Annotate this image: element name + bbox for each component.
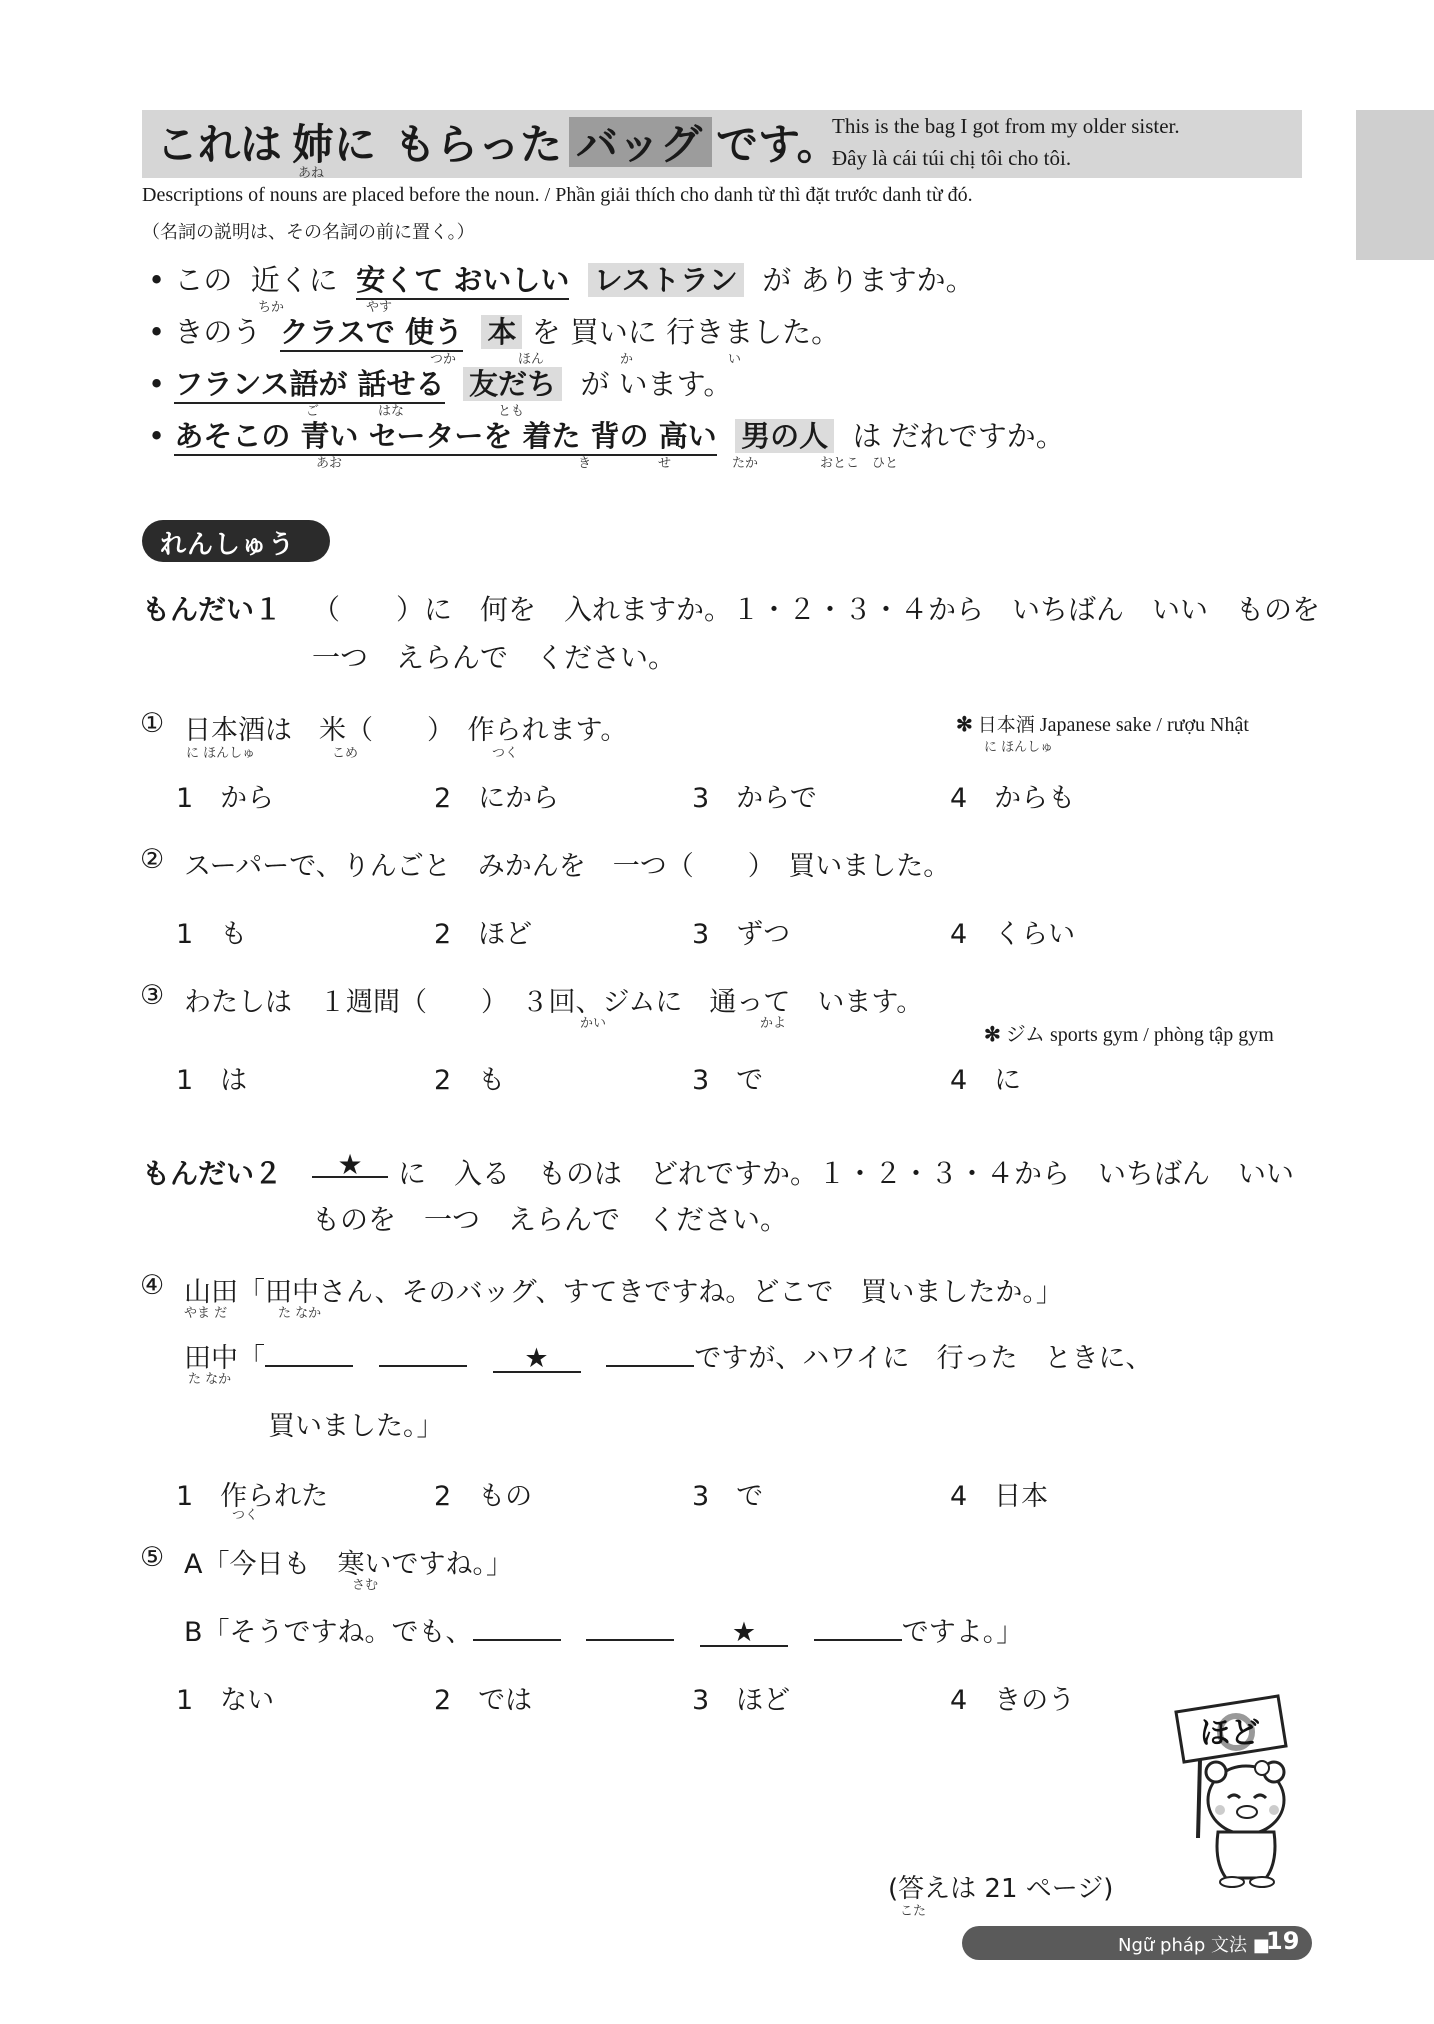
q3-number: ③ [140,980,165,1011]
mascot-illustration [1170,1688,1320,1888]
mondai-2-instruction-1: に 入る ものは どれですか。１・２・３・４から いちばん いい [398,1157,1295,1190]
example-4-ruby-c: せ [658,456,672,471]
q5-line-1: A「今日も 寒いですね。」 [184,1549,513,1580]
q3-ruby-1: かい [580,1016,607,1031]
q5-option-3[interactable]: 3 ほど [692,1685,791,1716]
mascot-sign-text: ほど [1200,1716,1260,1751]
mondai-2-star-blank: ★ [312,1148,388,1181]
q3-option-2[interactable]: 2 も [434,1065,506,1096]
example-2-ruby-d: い [728,352,742,367]
q3-note: ✻ ジム sports gym / phòng tập gym [984,1024,1274,1046]
header-part-4: バッグ [576,120,703,169]
q2-option-2[interactable]: 2 ほど [434,919,533,950]
example-1-ruby-a: ちか [258,300,285,315]
example-4-ruby-d: たか [732,456,759,471]
q5-option-4[interactable]: 4 きのう [950,1685,1076,1716]
q4-option-1[interactable]: 1 作られた [176,1481,329,1512]
q5-option-2[interactable]: 2 では [434,1685,533,1716]
q4-line-1: 山田「田中さん、そのバッグ、すてきですね。どこで 買いましたか。」 [184,1277,1063,1308]
q5-number: ⑤ [140,1542,165,1573]
header-part-2: 姉に [292,120,377,169]
header-part-1: これは [156,120,283,169]
mondai-1-instruction-2: 一つ えらんで ください。 [312,641,677,674]
example-1: • この 近くに 安くて おいしい レストラン が ありますか。 [148,258,975,299]
mondai-2-instruction-2: ものを 一つ えらんで ください。 [312,1203,789,1236]
q1-ruby-3: つく [492,746,519,761]
header-ruby: あね [298,166,325,181]
q1-option-4[interactable]: 4 からも [950,783,1076,814]
q3-text: わたしは １週間（ ） ３回、ジムに 通って います。 [184,987,924,1018]
q1-number: ① [140,708,165,739]
q2-text: スーパーで、りんごと みかんを 一つ（ ） 買いました。 [184,851,951,882]
q2-option-4[interactable]: 4 くらい [950,919,1076,950]
header-part-5: です。 [716,120,839,169]
footer-label: Ngữ pháp 文法 ■ [1118,1935,1270,1956]
q4-ruby-tanaka-2: た なか [188,1372,232,1387]
q1-note: ✻ 日本酒 Japanese sake / rượu Nhật [956,714,1249,736]
description-jp: （名詞の説明は、その名詞の前に置く。） [142,222,475,243]
example-4: • あそこの 青い セーターを 着た 背の 高い 男の人 は だれですか。 [148,414,1065,455]
header-part-3: もらった [394,120,563,169]
example-2-ruby-b: ほん [518,352,545,367]
q5-ruby: さむ [352,1578,379,1593]
q1-note-ruby: に ほんしゅ [984,740,1054,755]
q4-option-2[interactable]: 2 もの [434,1481,533,1512]
example-2: • きのう クラスで 使う 本 を 買いに 行きました。 [148,310,840,351]
side-tab [1356,110,1434,260]
q3-option-4[interactable]: 4 に [950,1065,1022,1096]
answer-ruby: こた [900,1904,927,1919]
page-number: 19 [1266,1927,1300,1955]
q1-option-3[interactable]: 3 からで [692,783,817,814]
example-4-ruby-a: あお [316,456,343,471]
example-3: • フランス語が 話せる 友だち が います。 [148,362,732,403]
q1-ruby-1: に ほんしゅ [186,746,256,761]
example-3-ruby-b: はな [378,404,405,419]
practice-label: れんしゅう [160,530,296,560]
mascot-bear-icon [1170,1688,1320,1888]
q3-option-3[interactable]: 3 で [692,1065,764,1096]
q3-option-1[interactable]: 1 は [176,1065,248,1096]
example-4-ruby-e: おとこ ひと [820,456,899,471]
q1-text: 日本酒は 米（ ） 作られます。 [184,715,628,746]
q3-ruby-2: かよ [760,1016,787,1031]
mondai-1-instruction-1: （ ）に 何を 入れますか。１・２・３・４から いちばん いい ものを [312,593,1321,626]
mondai-2-label: もんだい２ [142,1157,283,1190]
header-english: This is the bag I got from my older sister. [832,114,1180,138]
example-3-ruby-c: とも [498,404,525,419]
q1-ruby-2: こめ [332,746,359,761]
description-text: Descriptions of nouns are placed before the noun. / Phần giải thích cho danh từ thì đặt trước danh từ đó. [142,184,973,206]
q4-number: ④ [140,1270,165,1301]
example-4-ruby-b: き [578,456,592,471]
q5-line-2: B「そうですね。でも、 ★ ですよ。」 [184,1610,1023,1649]
q4-ruby-yamada: やま だ [184,1306,228,1321]
q5-option-1[interactable]: 1 ない [176,1685,275,1716]
example-1-ruby-b: やす [366,300,393,315]
q4-ruby-tanaka: た なか [278,1306,322,1321]
example-2-ruby-c: か [620,352,634,367]
q4-option-1-ruby: つく [232,1508,259,1523]
mondai-1-label: もんだい１ [142,593,283,626]
q4-option-3[interactable]: 3 で [692,1481,764,1512]
answer-reference: (答えは 21 ページ) [888,1874,1114,1904]
q4-option-4[interactable]: 4 日本 [950,1481,1049,1512]
q4-line-2: 田中「 ★ ですが、ハワイに 行った ときに、 [184,1336,1152,1375]
q1-option-2[interactable]: 2 にから [434,783,560,814]
q1-option-1[interactable]: 1 から [176,783,275,814]
q2-number: ② [140,844,165,875]
q2-option-3[interactable]: 3 ずつ [692,919,791,950]
header-vietnamese: Đây là cái túi chị tôi cho tôi. [832,146,1072,170]
example-3-ruby-a: ご [306,404,320,419]
q4-line-3: 買いました。」 [268,1411,444,1442]
example-2-ruby-a: つか [430,352,457,367]
q2-option-1[interactable]: 1 も [176,919,248,950]
